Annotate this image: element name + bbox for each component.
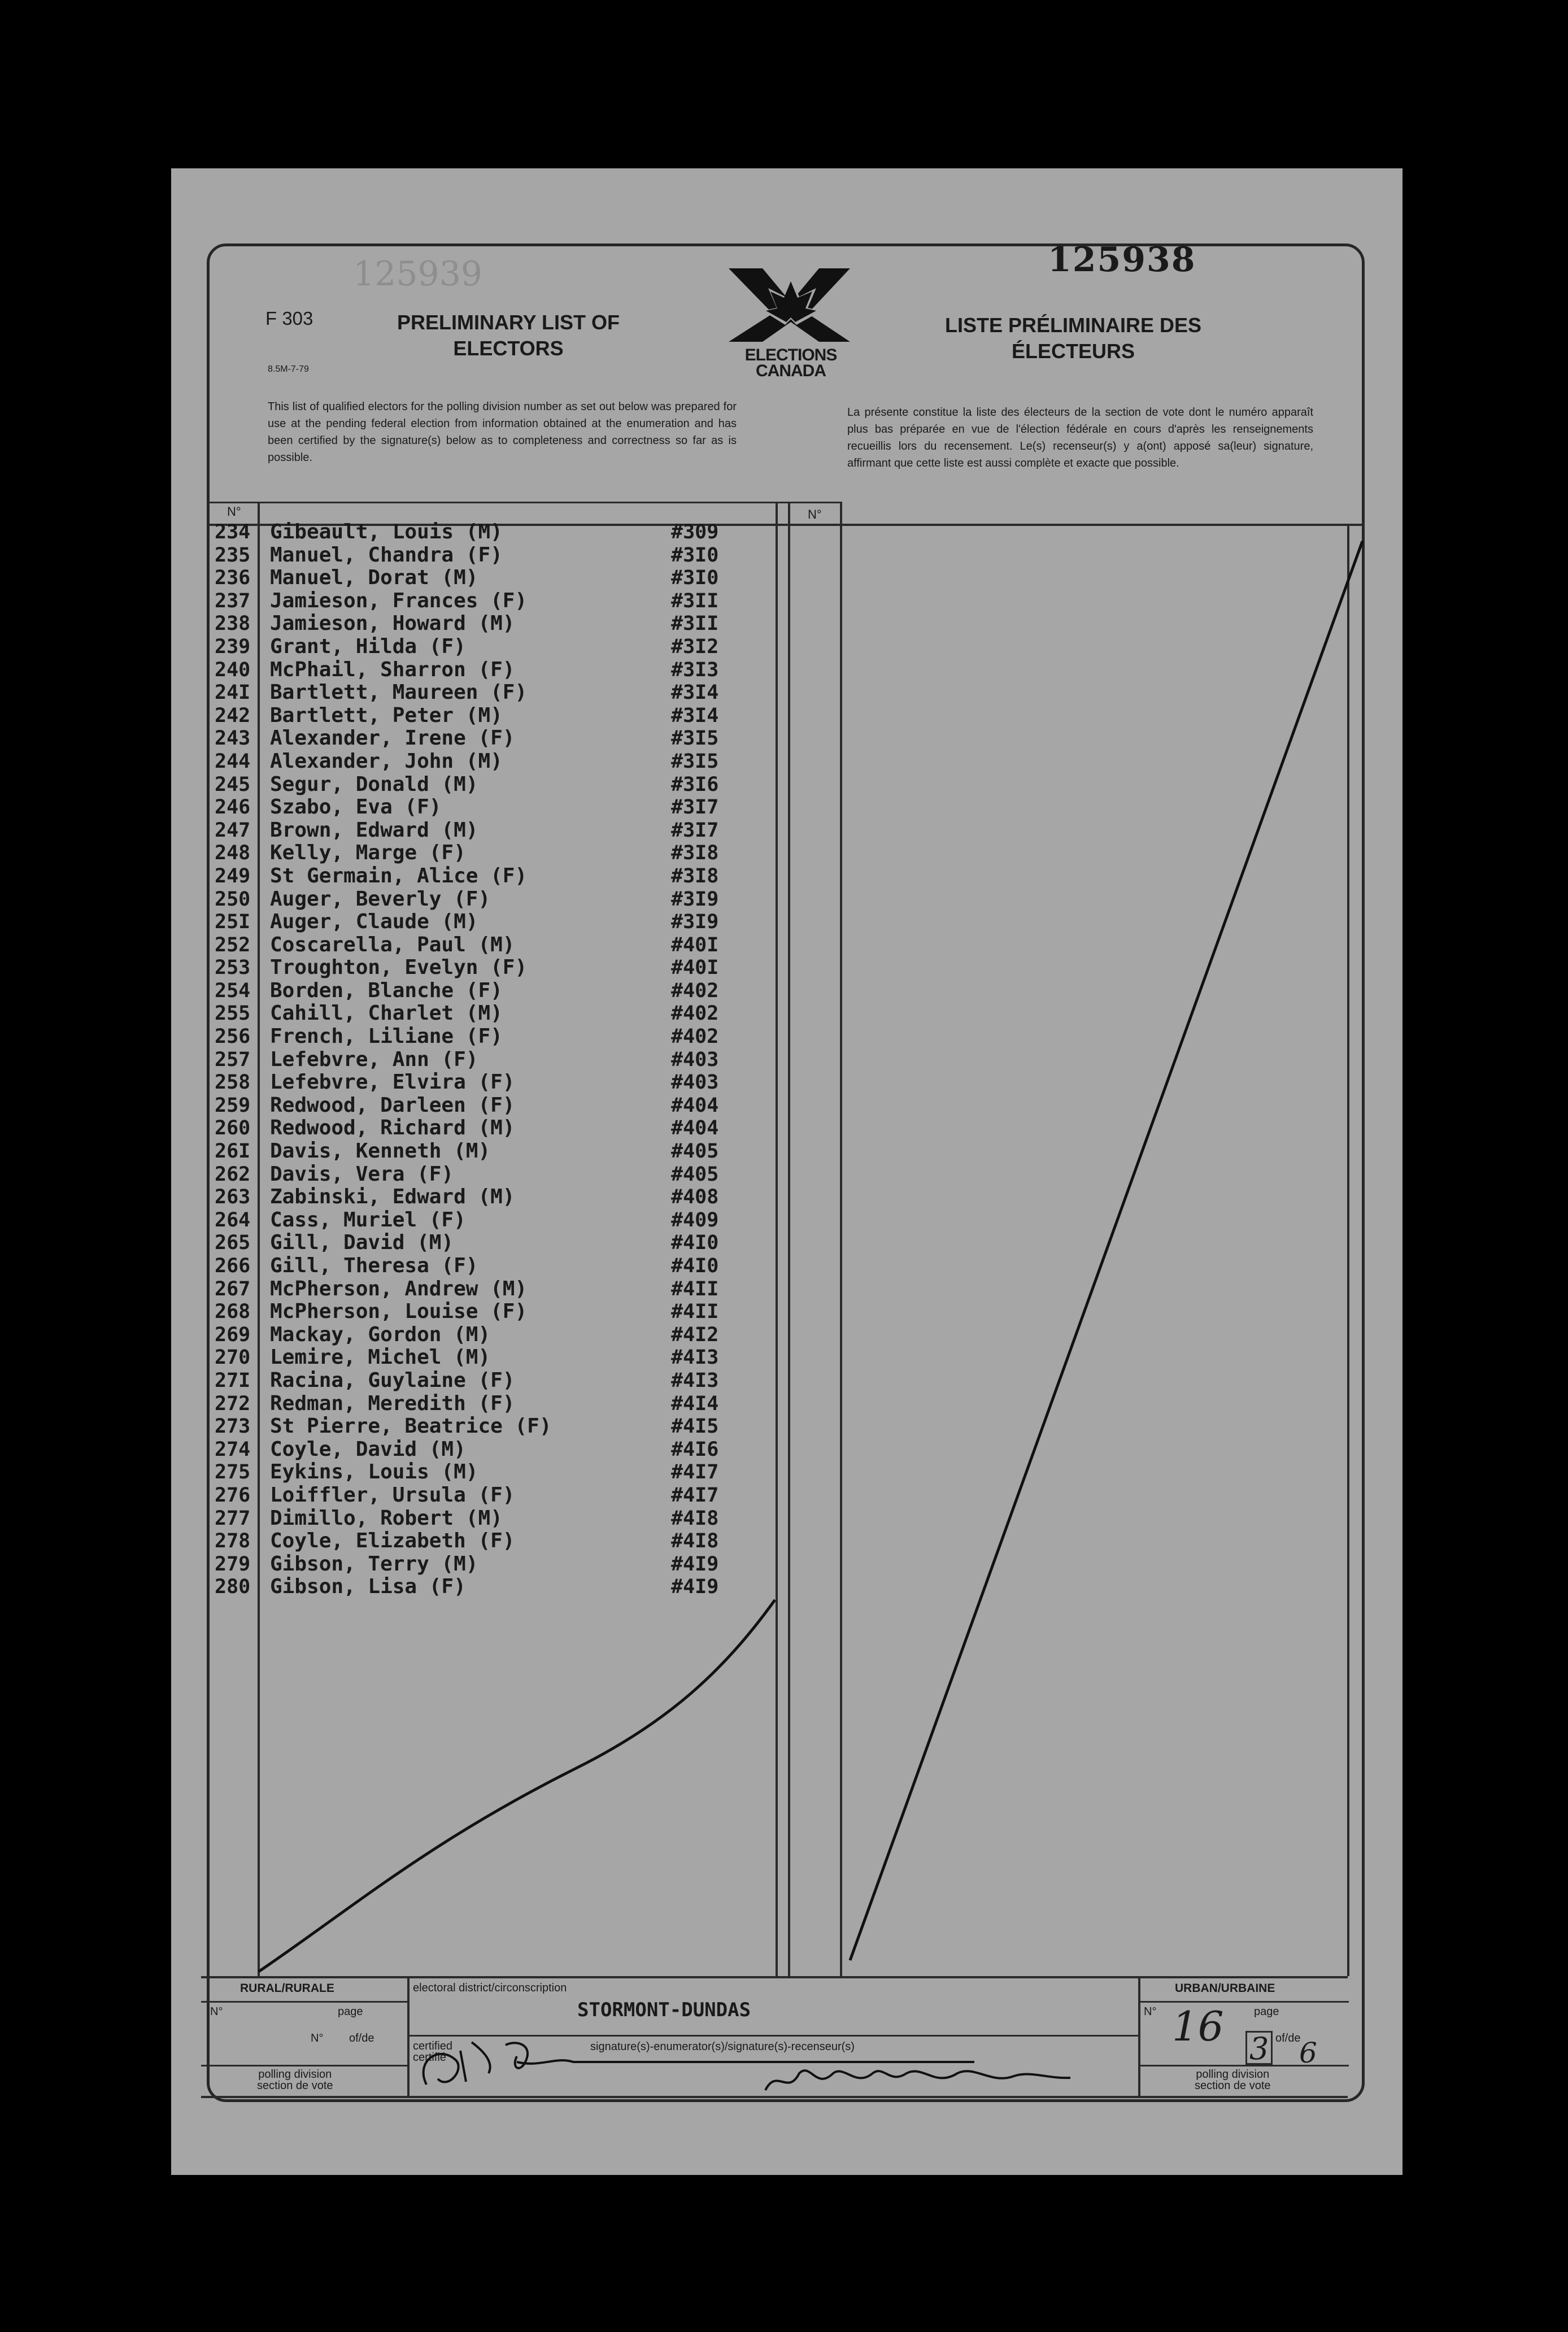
elector-name: Loiffler, Ursula (F) xyxy=(270,1483,515,1507)
polling-reference: #40I xyxy=(671,956,719,980)
elector-name: Redman, Meredith (F) xyxy=(270,1391,515,1415)
elector-name: Gill, Theresa (F) xyxy=(270,1254,478,1277)
rural-page-label: page xyxy=(338,2005,363,2018)
certified-label-en: certified xyxy=(413,2040,453,2052)
logo-line-1: ELECTIONS xyxy=(744,346,837,364)
polling-reference: #3I5 xyxy=(671,750,719,773)
polling-reference: #3I8 xyxy=(671,864,719,887)
elector-name: Lemire, Michel (M) xyxy=(270,1346,491,1369)
elector-number: 238 xyxy=(215,612,251,636)
polling-reference: #4I3 xyxy=(671,1369,719,1392)
polling-reference: #403 xyxy=(671,1048,719,1071)
elector-name: Manuel, Chandra (F) xyxy=(270,543,503,567)
intro-paragraph-english: This list of qualified electors for the polling division number as set out below was prepared for use at the pending federal election from information obtained at the enumeration and has been certified by the signature(s) below as to completeness and correctness so far as is possible. xyxy=(268,401,737,464)
logo-line-2: CANADA xyxy=(756,362,826,380)
district-label: electoral district/circonscription xyxy=(413,1982,567,1994)
elector-name: Redwood, Darleen (F) xyxy=(270,1093,515,1117)
elector-name: Grant, Hilda (F) xyxy=(270,634,466,658)
polling-reference: #4I2 xyxy=(671,1323,719,1346)
elector-number: 273 xyxy=(215,1415,251,1438)
polling-reference: #3II xyxy=(671,612,719,636)
elector-number: 270 xyxy=(215,1346,251,1369)
elector-number: 242 xyxy=(215,704,251,727)
polling-reference: #4II xyxy=(671,1300,719,1324)
elector-name: Troughton, Evelyn (F) xyxy=(270,956,528,980)
footer-rural-bottom-rule xyxy=(201,2065,407,2066)
elector-number: 258 xyxy=(215,1071,251,1094)
elector-number: 27I xyxy=(215,1369,251,1392)
signature-label: signature(s)-enumerator(s)/signature(s)-recenseur(s) xyxy=(590,2040,855,2053)
elector-name: Eykins, Louis (M) xyxy=(270,1460,478,1484)
polling-reference: #4I5 xyxy=(671,1415,719,1438)
elector-number: 247 xyxy=(215,819,251,842)
rural-polling-division-label xyxy=(257,2069,333,2091)
form-serial-number: 125938 xyxy=(1048,240,1196,280)
elector-number: 275 xyxy=(215,1461,251,1484)
polling-reference: #4I4 xyxy=(671,1392,719,1415)
elector-name: Jamieson, Howard (M) xyxy=(270,612,515,636)
elector-number: 257 xyxy=(215,1048,251,1071)
elector-name: Gill, David (M) xyxy=(270,1231,454,1255)
polling-reference: #402 xyxy=(671,979,719,1002)
total-pages: 6 xyxy=(1299,2037,1317,2069)
page-number: 3 xyxy=(1249,2031,1269,2066)
elector-name: Mackay, Gordon (M) xyxy=(270,1322,491,1346)
polling-reference: #4I6 xyxy=(671,1438,719,1461)
polling-reference: #4II xyxy=(671,1277,719,1300)
elector-number: 274 xyxy=(215,1438,251,1461)
form-number: F 303 xyxy=(265,308,313,329)
elector-number: 265 xyxy=(215,1232,251,1255)
polling-reference: #3I7 xyxy=(671,819,719,842)
elector-number: 267 xyxy=(215,1277,251,1300)
elector-number: 269 xyxy=(215,1323,251,1346)
certified-label-fr: certifié xyxy=(413,2051,446,2064)
elector-name: Lefebvre, Ann (F) xyxy=(270,1047,478,1071)
elector-name: Alexander, John (M) xyxy=(270,749,503,773)
polling-division-label-en: polling division xyxy=(1196,2068,1270,2081)
elector-number: 255 xyxy=(215,1002,251,1025)
elector-name: Davis, Vera (F) xyxy=(270,1162,454,1186)
district-value: STORMONT-DUNDAS xyxy=(577,1999,751,2021)
elector-number: 260 xyxy=(215,1117,251,1140)
elector-number: 253 xyxy=(215,956,251,980)
elector-number: 262 xyxy=(215,1163,251,1186)
elector-number: 254 xyxy=(215,979,251,1002)
elector-name: Davis, Kenneth (M) xyxy=(270,1139,491,1163)
elector-name: St Pierre, Beatrice (F) xyxy=(270,1415,552,1438)
elector-name: Lefebvre, Elvira (F) xyxy=(270,1071,515,1094)
polling-division-label-en: polling division xyxy=(258,2068,332,2081)
polling-reference: #309 xyxy=(671,521,719,543)
elector-name: McPherson, Andrew (M) xyxy=(270,1277,528,1300)
rural-no-label-2: N° xyxy=(311,2032,324,2044)
urban-page-label: page xyxy=(1254,2005,1279,2018)
elector-number: 256 xyxy=(215,1025,251,1048)
polling-reference: #402 xyxy=(671,1002,719,1025)
elector-name: Cahill, Charlet (M) xyxy=(270,1002,503,1025)
elector-name: Cass, Muriel (F) xyxy=(270,1208,466,1232)
polling-reference: #4I9 xyxy=(671,1576,719,1599)
elector-number: 279 xyxy=(215,1552,251,1576)
elector-name: Bartlett, Maureen (F) xyxy=(270,681,528,704)
elector-name: Dimillo, Robert (M) xyxy=(270,1506,503,1530)
elector-number: 268 xyxy=(215,1300,251,1324)
polling-reference: #3I8 xyxy=(671,842,719,865)
rural-no-label: N° xyxy=(210,2005,223,2018)
elector-name: McPhail, Sharron (F) xyxy=(270,658,515,681)
polling-reference: #4I0 xyxy=(671,1255,719,1277)
polling-reference: #3I7 xyxy=(671,796,719,819)
cancel-stroke-right xyxy=(850,541,1362,1960)
cancel-stroke-left xyxy=(259,1600,775,1972)
footer-rural-header-rule xyxy=(201,2001,407,2003)
polling-reference: #4I8 xyxy=(671,1530,719,1553)
elector-name: Coyle, David (M) xyxy=(270,1437,466,1461)
elector-name: Gibeault, Louis (M) xyxy=(270,520,503,543)
polling-reference: #404 xyxy=(671,1117,719,1140)
polling-reference: #404 xyxy=(671,1094,719,1117)
elector-number: 264 xyxy=(215,1208,251,1232)
elector-number: 240 xyxy=(215,658,251,681)
polling-reference: #409 xyxy=(671,1208,719,1232)
elector-number: 277 xyxy=(215,1507,251,1530)
elector-name: Kelly, Marge (F) xyxy=(270,841,466,865)
polling-reference: #3I9 xyxy=(671,911,719,934)
urban-division-number: 16 xyxy=(1172,2003,1224,2050)
elector-name: St Germain, Alice (F) xyxy=(270,864,528,887)
elector-number: 259 xyxy=(215,1094,251,1117)
polling-reference: #40I xyxy=(671,933,719,956)
elector-name: Gibson, Lisa (F) xyxy=(270,1575,466,1599)
polling-reference: #3II xyxy=(671,589,719,612)
polling-reference: #3I0 xyxy=(671,567,719,590)
elector-number: 272 xyxy=(215,1392,251,1415)
column-number-header-right: N° xyxy=(808,507,822,521)
elector-name: Bartlett, Peter (M) xyxy=(270,703,503,727)
elector-name: Zabinski, Edward (M) xyxy=(270,1185,515,1209)
form-print-code: 8.5M-7-79 xyxy=(268,364,309,374)
title-french: LISTE PRÉLIMINAIRE DES ÉLECTEURS xyxy=(944,314,1202,363)
rural-label: RURAL/RURALE xyxy=(240,1982,334,1995)
elector-number: 26I xyxy=(215,1140,251,1163)
elector-name: French, Liliane (F) xyxy=(270,1025,503,1048)
polling-reference: #405 xyxy=(671,1140,719,1163)
polling-reference: #402 xyxy=(671,1025,719,1048)
elector-number: 248 xyxy=(215,842,251,865)
polling-reference: #3I9 xyxy=(671,887,719,911)
elector-number: 244 xyxy=(215,750,251,773)
elector-number: 239 xyxy=(215,635,251,658)
polling-reference: #405 xyxy=(671,1163,719,1186)
elector-name: McPherson, Louise (F) xyxy=(270,1300,528,1324)
elector-number: 235 xyxy=(215,543,251,567)
footer-top-rule xyxy=(201,1976,1348,1978)
polling-reference: #3I4 xyxy=(671,704,719,727)
elector-number: 278 xyxy=(215,1530,251,1553)
elector-number: 236 xyxy=(215,567,251,590)
elector-name: Coyle, Elizabeth (F) xyxy=(270,1529,515,1553)
polling-reference: #4I7 xyxy=(671,1461,719,1484)
elector-name: Auger, Beverly (F) xyxy=(270,887,491,911)
faint-form-number: 125939 xyxy=(353,254,483,294)
polling-division-label-fr: section de vote xyxy=(1195,2079,1271,2092)
polling-reference: #408 xyxy=(671,1186,719,1209)
polling-division-label-fr: section de vote xyxy=(257,2079,333,2092)
elector-name: Redwood, Richard (M) xyxy=(270,1116,515,1140)
title-english: PRELIMINARY LIST OF ELECTORS xyxy=(397,311,620,360)
intro-paragraph-french: La présente constitue la liste des électeurs de la section de vote dont le numéro apparaît plus bas préparée en vue de l'élection fédérale en cours d'après les renseignements recueillis lors du recensement. Le(s) recenseur(s) y a(ont) apposé sa(leur) signature, affirmant que cette liste est aussi complète et exacte que possible. xyxy=(847,406,1313,469)
elector-number: 266 xyxy=(215,1255,251,1277)
urban-polling-division-label xyxy=(1195,2069,1271,2091)
polling-reference: #3I2 xyxy=(671,635,719,658)
polling-reference: #4I3 xyxy=(671,1346,719,1369)
polling-reference: #3I0 xyxy=(671,543,719,567)
elector-name: Borden, Blanche (F) xyxy=(270,978,503,1002)
polling-reference: #3I4 xyxy=(671,681,719,704)
elector-name: Auger, Claude (M) xyxy=(270,910,478,934)
polling-reference: #4I9 xyxy=(671,1552,719,1576)
polling-reference: #4I8 xyxy=(671,1507,719,1530)
urban-no-label: N° xyxy=(1144,2005,1157,2018)
rural-of-label: of/de xyxy=(349,2032,374,2044)
elector-number: 252 xyxy=(215,933,251,956)
polling-reference: #3I6 xyxy=(671,773,719,796)
enumerator-signatures xyxy=(404,2011,1116,2102)
elector-number: 250 xyxy=(215,887,251,911)
elector-name: Segur, Donald (M) xyxy=(270,772,478,796)
elector-name: Manuel, Dorat (M) xyxy=(270,566,478,590)
elector-number: 280 xyxy=(215,1576,251,1599)
elector-number: 234 xyxy=(215,521,251,543)
elector-number: 24I xyxy=(215,681,251,704)
elector-name: Alexander, Irene (F) xyxy=(270,726,515,750)
urban-label: URBAN/URBAINE xyxy=(1175,1982,1275,1995)
elector-name: Szabo, Eva (F) xyxy=(270,795,442,819)
elector-number: 263 xyxy=(215,1186,251,1209)
elector-name: Gibson, Terry (M) xyxy=(270,1552,478,1576)
footer-urban-bottom-rule xyxy=(1140,2065,1349,2066)
elector-name: Coscarella, Paul (M) xyxy=(270,933,515,956)
elector-name: Jamieson, Frances (F) xyxy=(270,589,528,612)
elector-number: 276 xyxy=(215,1483,251,1507)
polling-reference: #403 xyxy=(671,1071,719,1094)
polling-reference: #4I7 xyxy=(671,1483,719,1507)
polling-reference: #3I5 xyxy=(671,727,719,750)
elector-number: 246 xyxy=(215,796,251,819)
elector-number: 243 xyxy=(215,727,251,750)
elector-name: Racina, Guylaine (F) xyxy=(270,1368,515,1392)
footer-urban-header-rule xyxy=(1140,2001,1349,2003)
elector-number: 249 xyxy=(215,864,251,887)
column-number-header-left: N° xyxy=(227,504,241,519)
elector-name: Brown, Edward (M) xyxy=(270,818,478,842)
polling-reference: #4I0 xyxy=(671,1232,719,1255)
urban-of-label: of/de xyxy=(1275,2032,1301,2044)
elector-number: 25I xyxy=(215,911,251,934)
footer-urban-divider xyxy=(1138,1976,1140,2098)
elector-number: 245 xyxy=(215,773,251,796)
elector-number: 237 xyxy=(215,589,251,612)
polling-reference: #3I3 xyxy=(671,658,719,681)
